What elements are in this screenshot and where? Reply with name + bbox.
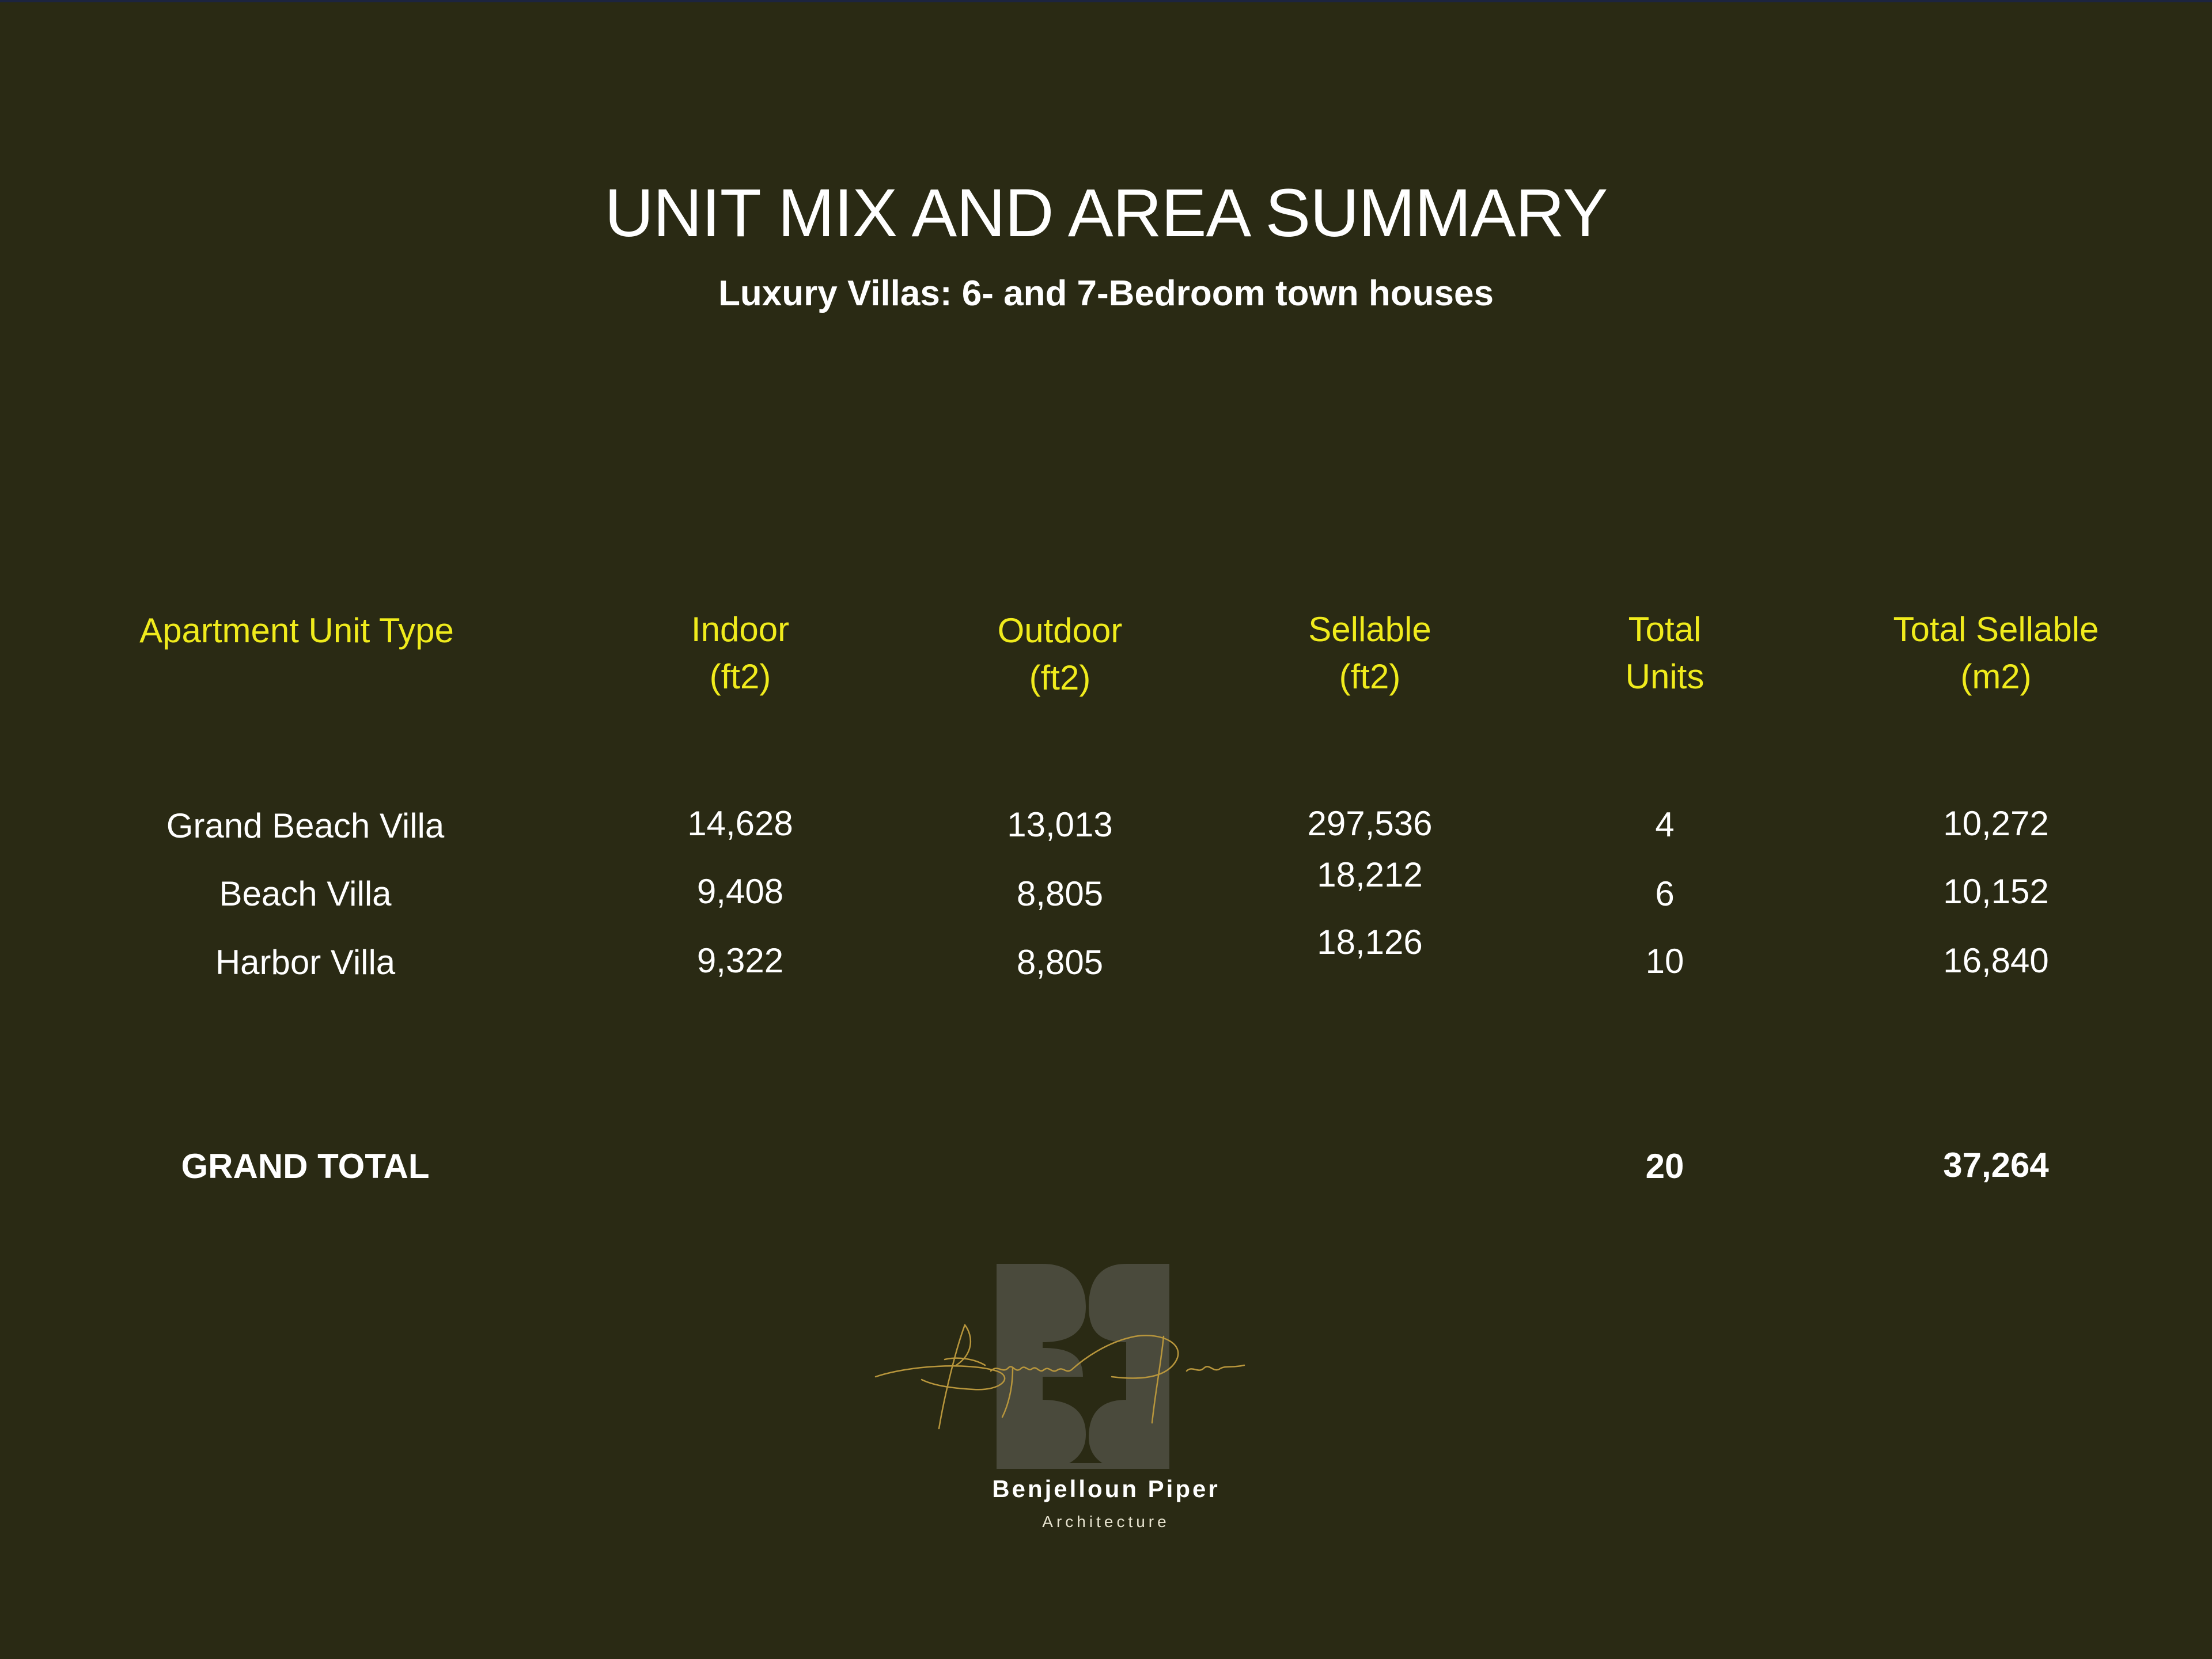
row-sellable: 18,126	[1317, 923, 1423, 961]
grand-total-label: GRAND TOTAL	[181, 1147, 430, 1185]
header-sellable: Sellable (ft2)	[1308, 610, 1431, 696]
row-unit-type: Harbor Villa	[215, 943, 396, 982]
row-indoor: 9,322	[696, 941, 784, 980]
grand-total-units: 20	[1645, 1147, 1684, 1185]
row-sellable: 297,536	[1307, 804, 1433, 843]
row-total-sellable: 10,272	[1943, 804, 2049, 843]
row-outdoor: 8,805	[1016, 874, 1104, 913]
header-unit-type: Apartment Unit Type	[139, 611, 454, 650]
page-subtitle: Luxury Villas: 6- and 7-Bedroom town houses	[718, 274, 1494, 313]
row-sellable: 18,212	[1317, 855, 1423, 894]
firm-name: Benjelloun Piper	[992, 1475, 1220, 1502]
header-total-sellable: Total Sellable (m2)	[1893, 610, 2099, 696]
header-total-units: Total Units	[1625, 610, 1705, 696]
row-total-sellable: 10,152	[1943, 872, 2049, 911]
row-units: 4	[1655, 805, 1675, 844]
row-unit-type: Grand Beach Villa	[166, 806, 445, 845]
row-outdoor: 8,805	[1016, 943, 1104, 982]
row-total-sellable: 16,840	[1943, 941, 2049, 980]
row-indoor: 9,408	[696, 872, 784, 911]
row-unit-type: Beach Villa	[219, 874, 392, 913]
row-units: 6	[1655, 874, 1675, 913]
logo-p-letter-icon	[1089, 1264, 1169, 1342]
firm-subtitle: Architecture	[1042, 1513, 1170, 1531]
page-title: UNIT MIX AND AREA SUMMARY	[604, 175, 1608, 251]
grand-total-sellable: 37,264	[1943, 1146, 2049, 1184]
row-outdoor: 13,013	[1007, 805, 1113, 844]
row-indoor: 14,628	[687, 804, 793, 843]
top-edge-line	[0, 0, 2212, 2]
header-outdoor: Outdoor (ft2)	[997, 611, 1123, 697]
row-units: 10	[1645, 942, 1684, 980]
header-indoor: Indoor (ft2)	[691, 610, 790, 696]
